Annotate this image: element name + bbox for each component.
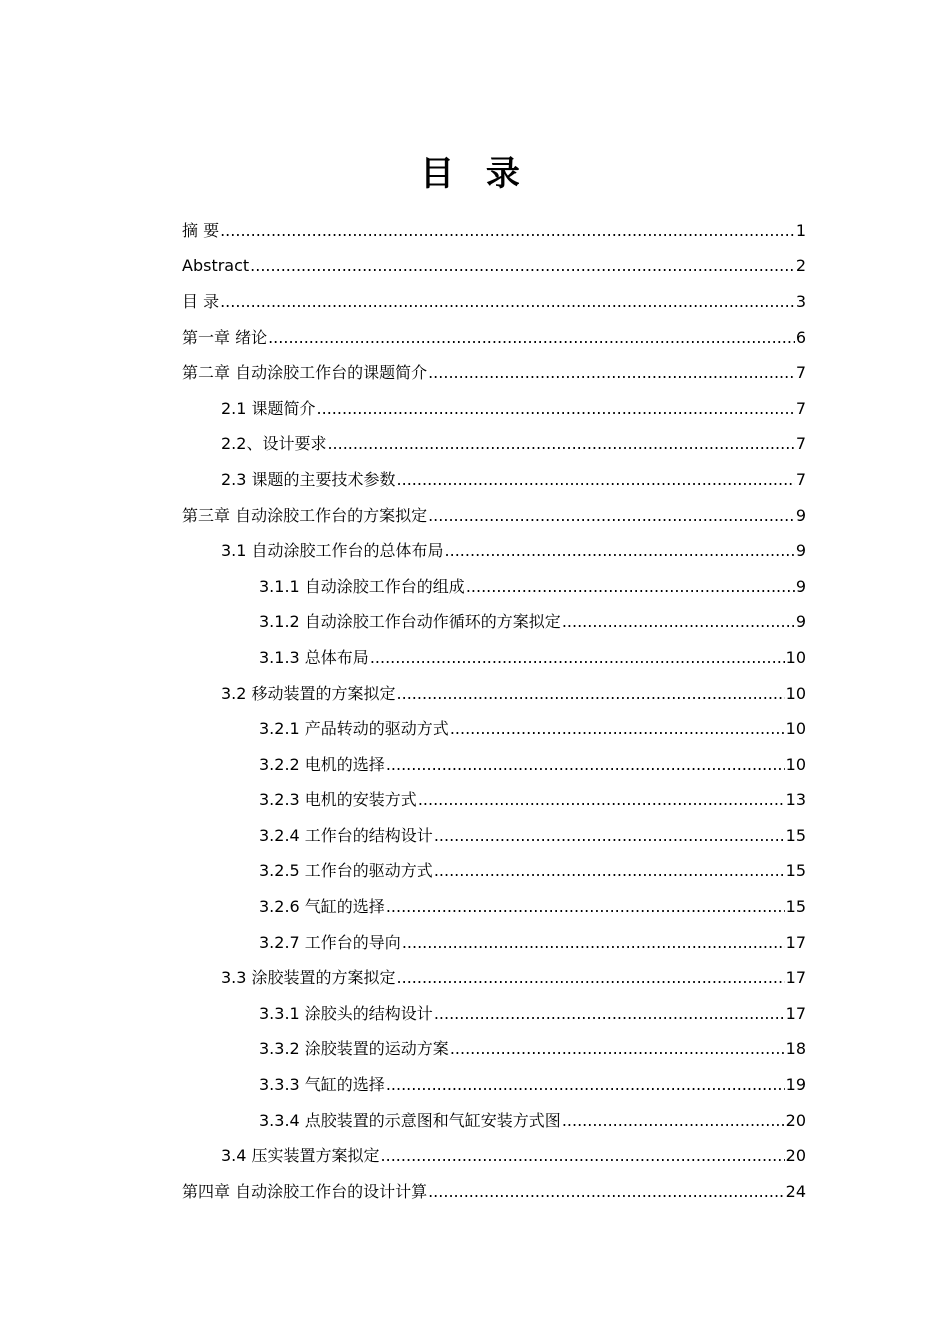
page-title: 目 录 [420, 154, 530, 194]
toc-entry-page-number: 9 [795, 541, 806, 561]
toc-entry[interactable] [182, 498, 806, 534]
toc-entry[interactable] [182, 640, 806, 676]
toc-entry-page-number: 20 [785, 1110, 806, 1130]
toc-entry[interactable] [182, 889, 806, 925]
toc-entry[interactable] [182, 1067, 806, 1103]
toc-dot-leader [428, 363, 795, 383]
toc-entry[interactable] [182, 783, 806, 819]
toc-entry-title: 3.2.1 产品转动的驱动方式 [259, 719, 449, 739]
toc-entry-page-number: 18 [785, 1039, 806, 1059]
toc-entry-page-number: 7 [795, 469, 806, 489]
toc-entry-page-number: 2 [795, 256, 806, 276]
toc-entry[interactable] [182, 427, 806, 463]
toc-entry[interactable] [182, 462, 806, 498]
toc-entry[interactable] [182, 818, 806, 854]
toc-entry-title: 摘 要 [182, 220, 220, 240]
toc-entry[interactable] [182, 320, 806, 356]
toc-entry-page-number: 15 [785, 825, 806, 845]
toc-entry[interactable] [182, 569, 806, 605]
toc-dot-leader [397, 684, 785, 704]
toc-entry-title: 2.1 课题简介 [221, 398, 316, 418]
toc-entry-page-number: 17 [785, 932, 806, 952]
toc-entry[interactable] [182, 747, 806, 783]
toc-entry-page-number: 9 [795, 612, 806, 632]
toc-dot-leader [434, 861, 785, 881]
toc-dot-leader [250, 256, 795, 276]
toc-entry-page-number: 24 [785, 1181, 806, 1201]
toc-dot-leader [434, 1004, 785, 1024]
toc-entry-title: 3.2.4 工作台的结构设计 [259, 825, 433, 845]
toc-entry-page-number: 10 [785, 719, 806, 739]
toc-entry[interactable] [182, 249, 806, 285]
toc-entry-title: Abstract [182, 256, 250, 276]
toc-dot-leader [327, 434, 794, 454]
toc-entry-title: 第一章 绪论 [182, 327, 268, 347]
toc-entry-page-number: 7 [795, 398, 806, 418]
toc-dot-leader [317, 399, 795, 419]
toc-dot-leader [428, 506, 795, 526]
toc-dot-leader [397, 968, 785, 988]
toc-entry[interactable] [182, 391, 806, 427]
toc-entry[interactable] [182, 925, 806, 961]
toc-entry[interactable] [182, 355, 806, 391]
toc-entry-page-number: 1 [795, 220, 806, 240]
toc-entry-title: 目 录 [182, 291, 220, 311]
toc-entry-page-number: 17 [785, 1003, 806, 1023]
toc-entry[interactable] [182, 605, 806, 641]
toc-entry-title: 3.3.2 涂胶装置的运动方案 [259, 1039, 449, 1059]
toc-entry-page-number: 15 [785, 861, 806, 881]
toc-entry-page-number: 7 [795, 363, 806, 383]
toc-entry-page-number: 9 [795, 505, 806, 525]
toc-entry-title: 3.2.3 电机的安装方式 [259, 790, 417, 810]
toc-entry[interactable] [182, 1103, 806, 1139]
toc-entry-title: 第二章 自动涂胶工作台的课题简介 [182, 363, 428, 383]
toc-entry-title: 3.3 涂胶装置的方案拟定 [221, 968, 396, 988]
toc-dot-leader [220, 221, 795, 241]
toc-dot-leader [402, 933, 785, 953]
toc-entry[interactable] [182, 711, 806, 747]
toc-dot-leader [386, 897, 785, 917]
toc-entry-page-number: 6 [795, 327, 806, 347]
toc-entry-title: 3.1 自动涂胶工作台的总体布局 [221, 541, 444, 561]
toc-entry[interactable] [182, 1032, 806, 1068]
toc-entry-title: 3.1.2 自动涂胶工作台动作循环的方案拟定 [259, 612, 561, 632]
toc-entry[interactable] [182, 960, 806, 996]
toc-entry[interactable] [182, 854, 806, 890]
toc-entry-page-number: 20 [785, 1146, 806, 1166]
toc-dot-leader [445, 541, 795, 561]
toc-entry-title: 3.4 压实装置方案拟定 [221, 1146, 380, 1166]
toc-entry[interactable] [182, 996, 806, 1032]
toc-entry-page-number: 10 [785, 754, 806, 774]
toc-dot-leader [434, 826, 785, 846]
toc-dot-leader [418, 790, 785, 810]
toc-entry[interactable] [182, 533, 806, 569]
toc-entry[interactable] [182, 213, 806, 249]
toc-entry-title: 3.2.6 气缸的选择 [259, 897, 385, 917]
table-of-contents [182, 213, 806, 1210]
toc-entry-title: 2.2、设计要求 [221, 434, 327, 454]
toc-entry-page-number: 7 [795, 434, 806, 454]
toc-entry-title: 3.2.2 电机的选择 [259, 754, 385, 774]
toc-entry-title: 3.2 移动装置的方案拟定 [221, 683, 396, 703]
toc-dot-leader [562, 612, 795, 632]
toc-dot-leader [386, 755, 785, 775]
toc-dot-leader [370, 648, 785, 668]
toc-entry[interactable] [182, 1174, 806, 1210]
toc-dot-leader [466, 577, 795, 597]
toc-dot-leader [381, 1146, 785, 1166]
toc-entry-page-number: 15 [785, 897, 806, 917]
toc-entry[interactable] [182, 676, 806, 712]
toc-entry-page-number: 3 [795, 291, 806, 311]
toc-entry-title: 3.3.1 涂胶头的结构设计 [259, 1003, 433, 1023]
toc-entry-page-number: 19 [785, 1075, 806, 1095]
toc-entry[interactable] [182, 284, 806, 320]
toc-entry-title: 3.2.7 工作台的导向 [259, 932, 401, 952]
toc-entry-title: 3.1.1 自动涂胶工作台的组成 [259, 576, 465, 596]
toc-entry-page-number: 17 [785, 968, 806, 988]
toc-dot-leader [450, 719, 785, 739]
toc-entry-title: 2.3 课题的主要技术参数 [221, 469, 396, 489]
toc-dot-leader [268, 328, 795, 348]
toc-entry-title: 3.1.3 总体布局 [259, 647, 369, 667]
toc-dot-leader [450, 1039, 785, 1059]
toc-entry-page-number: 10 [785, 647, 806, 667]
toc-entry-title: 3.2.5 工作台的驱动方式 [259, 861, 433, 881]
toc-entry[interactable] [182, 1138, 806, 1174]
toc-entry-page-number: 13 [785, 790, 806, 810]
toc-dot-leader [386, 1075, 785, 1095]
toc-entry-page-number: 9 [795, 576, 806, 596]
toc-dot-leader [562, 1111, 785, 1131]
toc-entry-title: 第四章 自动涂胶工作台的设计计算 [182, 1181, 428, 1201]
toc-dot-leader [397, 470, 795, 490]
toc-entry-title: 第三章 自动涂胶工作台的方案拟定 [182, 505, 428, 525]
toc-entry-title: 3.3.4 点胶装置的示意图和气缸安装方式图 [259, 1110, 561, 1130]
toc-dot-leader [428, 1182, 785, 1202]
toc-dot-leader [220, 292, 795, 312]
toc-entry-page-number: 10 [785, 683, 806, 703]
toc-entry-title: 3.3.3 气缸的选择 [259, 1075, 385, 1095]
